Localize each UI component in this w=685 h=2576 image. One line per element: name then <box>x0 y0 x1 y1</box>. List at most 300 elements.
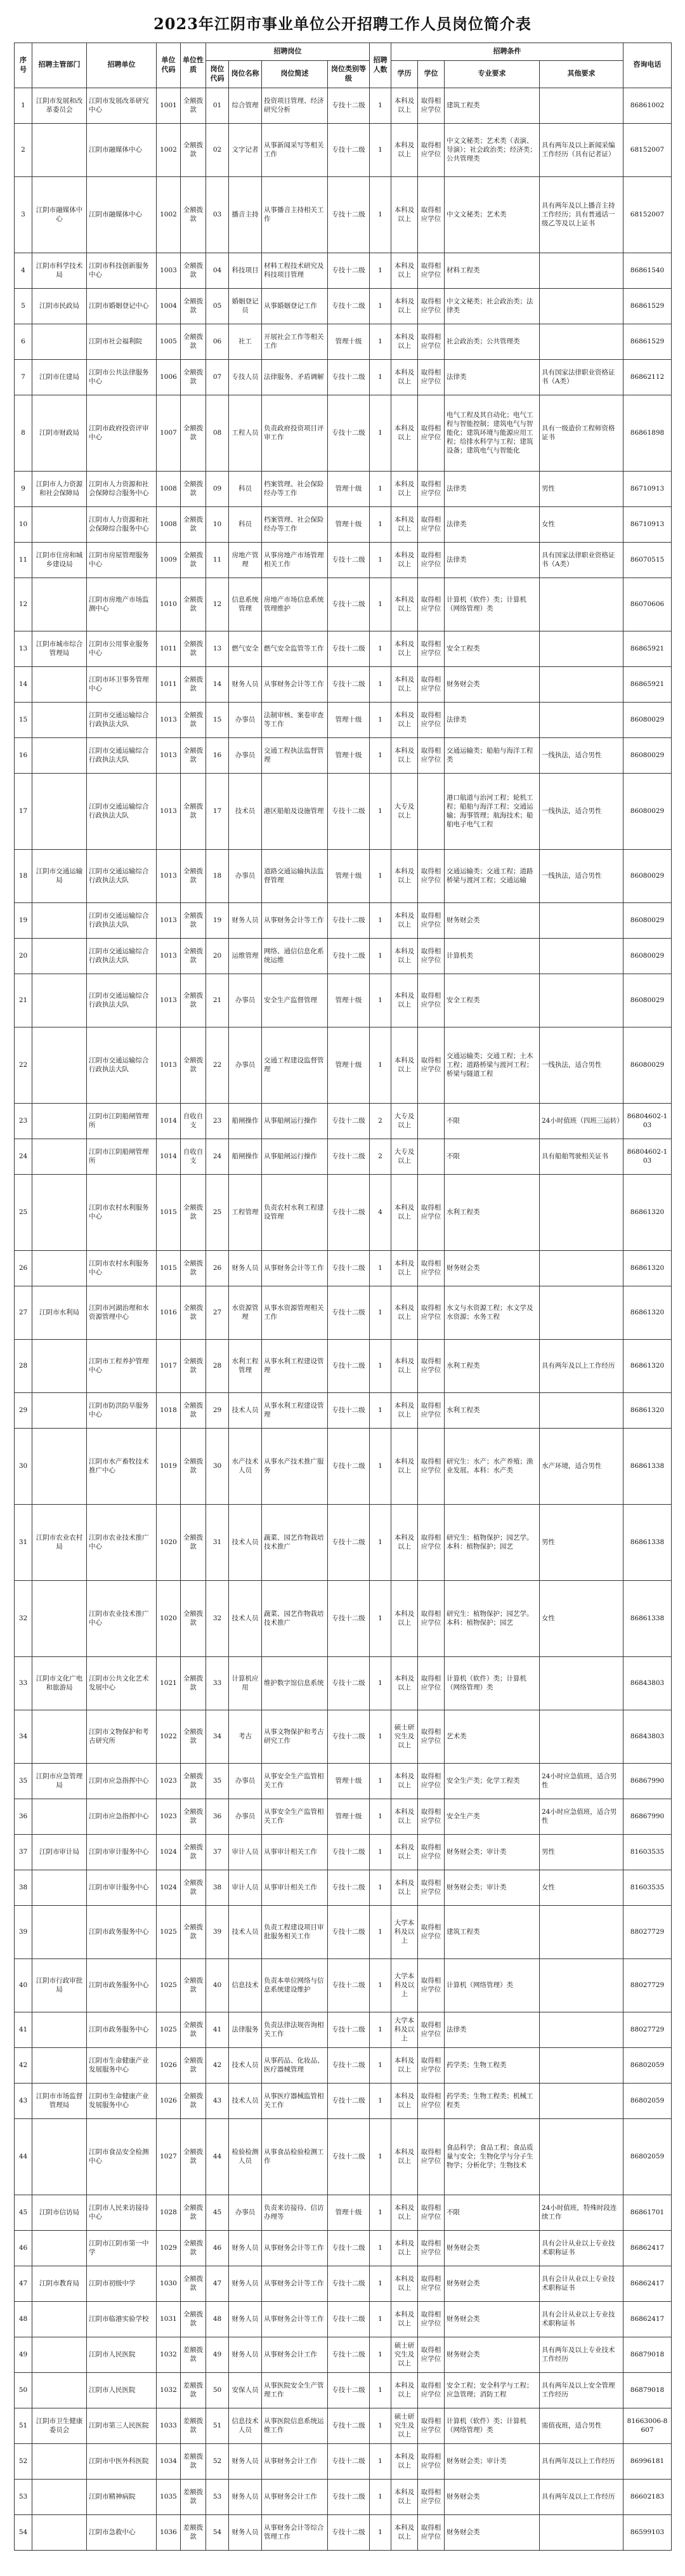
header-post-code: 岗位代码 <box>206 60 229 88</box>
cell-post-desc: 从事医疗器械监管相关工作 <box>262 2083 328 2118</box>
cell-no: 41 <box>15 2012 32 2047</box>
cell-other: 女性 <box>540 1870 623 1905</box>
cell-post-name: 工程人员 <box>229 395 262 471</box>
cell-edu: 大学本科及以上 <box>391 2012 418 2047</box>
cell-degree: 取得相应学位 <box>418 395 445 471</box>
table-row <box>15 542 672 578</box>
cell-no: 33 <box>15 1656 32 1710</box>
cell-no: 4 <box>15 253 32 288</box>
table-row <box>15 631 672 666</box>
table-row <box>15 2479 672 2514</box>
cell-no: 30 <box>15 1428 32 1504</box>
cell-post-desc: 从事播音主持相关工作 <box>262 176 328 253</box>
cell-major: 法律类 <box>445 471 540 506</box>
cell-post-name: 船闸操作 <box>229 1103 262 1139</box>
cell-count: 1 <box>370 2514 391 2550</box>
table-header <box>15 43 672 88</box>
cell-degree: 取得相应学位 <box>418 2047 445 2083</box>
cell-contact: 86862417 <box>623 2266 672 2301</box>
cell-other <box>540 2047 623 2083</box>
cell-post-type: 管理十级 <box>328 974 370 1027</box>
cell-major: 研究生：植物保护；园艺学。本科：植物保护；园艺 <box>445 1580 540 1656</box>
cell-post-name: 船闸操作 <box>229 1139 262 1174</box>
cell-no: 1 <box>15 88 32 123</box>
cell-contact: 86843803 <box>623 1710 672 1763</box>
cell-contact: 81603535 <box>623 1870 672 1905</box>
cell-dept: 江阴市财政局 <box>32 395 87 471</box>
cell-unit: 江阴市应急指挥中心 <box>87 1763 157 1799</box>
cell-degree: 取得相应学位 <box>418 176 445 253</box>
cell-count: 1 <box>370 324 391 359</box>
cell-no: 49 <box>15 2337 32 2372</box>
cell-post-type: 专技十二级 <box>328 902 370 938</box>
cell-major: 安全生产类；化学工程类 <box>445 1763 540 1799</box>
cell-major: 安全工程；安全科学与工程；应急管理；消防工程 <box>445 2372 540 2408</box>
cell-post-desc: 从事财务会计工作 <box>262 2337 328 2372</box>
cell-unit-code: 1013 <box>157 737 181 773</box>
cell-post-name: 办事员 <box>229 1763 262 1799</box>
table-row <box>15 1250 672 1286</box>
cell-other <box>540 2012 623 2047</box>
cell-post-name: 审计人员 <box>229 1870 262 1905</box>
table-row <box>15 2301 672 2337</box>
cell-post-name: 技术员 <box>229 773 262 849</box>
cell-count: 1 <box>370 2266 391 2301</box>
cell-major: 财务财会类 <box>445 2514 540 2550</box>
cell-other: 具有国家法律职业资格证书（A类） <box>540 359 623 395</box>
cell-post-name: 技术人员 <box>229 1504 262 1580</box>
cell-post-type: 专技十二级 <box>328 2372 370 2408</box>
cell-count: 1 <box>370 2118 391 2195</box>
cell-unit-type: 全额拨款 <box>181 2083 206 2118</box>
cell-post-name: 播音主持 <box>229 176 262 253</box>
cell-count: 1 <box>370 702 391 737</box>
cell-no: 5 <box>15 288 32 324</box>
cell-dept <box>32 974 87 1027</box>
cell-unit-code: 1013 <box>157 974 181 1027</box>
cell-count: 1 <box>370 2372 391 2408</box>
cell-other <box>540 1958 623 2012</box>
cell-other: 具有两年及以上工作经历 <box>540 2443 623 2479</box>
cell-unit: 江阴市防洪防旱服务中心 <box>87 1392 157 1428</box>
cell-post-type: 管理十级 <box>328 506 370 542</box>
cell-unit-type: 全额拨款 <box>181 1656 206 1710</box>
cell-post-type: 专技十二级 <box>328 88 370 123</box>
cell-contact: 86070606 <box>623 578 672 631</box>
cell-unit: 江阴市社会福利院 <box>87 324 157 359</box>
cell-unit-code: 1001 <box>157 88 181 123</box>
cell-major: 财务财会类 <box>445 2266 540 2301</box>
cell-edu: 本科及以上 <box>391 1339 418 1392</box>
table-row <box>15 2443 672 2479</box>
cell-contact: 86080029 <box>623 938 672 974</box>
cell-contact: 86861320 <box>623 1174 672 1250</box>
cell-unit-code: 1025 <box>157 1905 181 1958</box>
cell-unit-type: 全额拨款 <box>181 123 206 176</box>
cell-edu: 本科及以上 <box>391 471 418 506</box>
cell-dept: 江阴市交通运输局 <box>32 849 87 902</box>
cell-post-desc: 档案管理、社会保险经办等工作 <box>262 506 328 542</box>
cell-unit-code: 1024 <box>157 1870 181 1905</box>
cell-unit: 江阴市人民医院 <box>87 2337 157 2372</box>
cell-count: 1 <box>370 288 391 324</box>
cell-major: 食品科学；食品工程；食品质量与安全；生物化学与分子生物学；分析化学；生物技术 <box>445 2118 540 2195</box>
cell-contact: 86080029 <box>623 1027 672 1103</box>
cell-post-code: 54 <box>206 2514 229 2550</box>
cell-dept: 江阴市卫生健康委员会 <box>32 2408 87 2443</box>
cell-post-code: 50 <box>206 2372 229 2408</box>
cell-post-code: 04 <box>206 253 229 288</box>
cell-edu: 本科及以上 <box>391 123 418 176</box>
cell-contact: 86861320 <box>623 1392 672 1428</box>
cell-other <box>540 666 623 702</box>
cell-unit-code: 1028 <box>157 2195 181 2230</box>
cell-major: 财务财会类；审计类 <box>445 2443 540 2479</box>
cell-post-name: 办事员 <box>229 974 262 1027</box>
cell-dept: 江阴市融媒体中心 <box>32 176 87 253</box>
cell-unit: 江阴市交通运输综合行政执法大队 <box>87 938 157 974</box>
cell-post-type: 专技十二级 <box>328 2266 370 2301</box>
cell-other <box>540 2514 623 2550</box>
cell-other <box>540 578 623 631</box>
header-post-group: 招聘岗位 <box>206 43 370 61</box>
cell-unit-code: 1033 <box>157 2408 181 2443</box>
cell-post-type: 专技十二级 <box>328 2514 370 2550</box>
cell-unit: 江阴市融媒体中心 <box>87 176 157 253</box>
cell-post-name: 办事员 <box>229 1027 262 1103</box>
cell-unit-code: 1017 <box>157 1339 181 1392</box>
cell-post-name: 婚姻登记员 <box>229 288 262 324</box>
cell-contact: 86804602-103 <box>623 1103 672 1139</box>
cell-degree <box>418 1103 445 1139</box>
cell-major: 不限 <box>445 1139 540 1174</box>
cell-post-name: 计算机应用 <box>229 1656 262 1710</box>
cell-unit-code: 1023 <box>157 1799 181 1834</box>
cell-post-type: 专技十二级 <box>328 1870 370 1905</box>
cell-post-name: 财务人员 <box>229 2337 262 2372</box>
cell-no: 40 <box>15 1958 32 2012</box>
cell-unit-type: 全额拨款 <box>181 324 206 359</box>
cell-post-name: 技术人员 <box>229 1392 262 1428</box>
table-row <box>15 974 672 1027</box>
cell-post-desc: 开展社会工作等相关工作 <box>262 324 328 359</box>
cell-post-type: 专技十二级 <box>328 1250 370 1286</box>
cell-edu: 本科及以上 <box>391 902 418 938</box>
cell-dept <box>32 1710 87 1763</box>
cell-post-code: 37 <box>206 1834 229 1870</box>
cell-no: 17 <box>15 773 32 849</box>
cell-post-desc: 蔬菜、园艺作物栽培技术推广 <box>262 1504 328 1580</box>
cell-post-desc: 从事医院安全生产管理工作 <box>262 2372 328 2408</box>
table-row <box>15 2266 672 2301</box>
cell-post-name: 水产技术人员 <box>229 1428 262 1504</box>
cell-degree: 取得相应学位 <box>418 288 445 324</box>
cell-unit-type: 全额拨款 <box>181 2266 206 2301</box>
cell-unit-code: 1021 <box>157 1656 181 1710</box>
cell-post-type: 专技十二级 <box>328 2301 370 2337</box>
cell-edu: 本科及以上 <box>391 1763 418 1799</box>
cell-dept: 江阴市民政局 <box>32 288 87 324</box>
cell-dept: 江阴市人力资源和社会保障局 <box>32 471 87 506</box>
cell-edu: 本科及以上 <box>391 2266 418 2301</box>
cell-other <box>540 938 623 974</box>
cell-unit: 江阴市房屋管理服务中心 <box>87 542 157 578</box>
cell-major: 不限 <box>445 2195 540 2230</box>
cell-degree: 取得相应学位 <box>418 542 445 578</box>
cell-unit-type: 全额拨款 <box>181 702 206 737</box>
cell-edu: 本科及以上 <box>391 666 418 702</box>
cell-unit-type: 全额拨款 <box>181 1174 206 1250</box>
table-row <box>15 849 672 902</box>
cell-post-type: 专技十二级 <box>328 773 370 849</box>
cell-post-name: 技术人员 <box>229 2047 262 2083</box>
cell-post-name: 财务人员 <box>229 2514 262 2550</box>
cell-post-code: 32 <box>206 1580 229 1656</box>
cell-unit-code: 1018 <box>157 1392 181 1428</box>
cell-post-code: 38 <box>206 1870 229 1905</box>
cell-post-desc: 蔬菜、园艺作物栽培技术推广 <box>262 1580 328 1656</box>
cell-post-type: 专技十二级 <box>328 1339 370 1392</box>
cell-major: 财务财会类；审计类 <box>445 1834 540 1870</box>
cell-unit-type: 全额拨款 <box>181 1339 206 1392</box>
cell-unit: 江阴市政府投资评审中心 <box>87 395 157 471</box>
header-dept: 招聘主管部门 <box>32 43 87 88</box>
cell-post-desc: 从事医院信息系统运维工作 <box>262 2408 328 2443</box>
cell-major: 中文文秘类；艺术类 <box>445 176 540 253</box>
cell-degree: 取得相应学位 <box>418 702 445 737</box>
cell-post-type: 专技十二级 <box>328 1905 370 1958</box>
cell-count: 2 <box>370 1103 391 1139</box>
cell-other <box>540 1905 623 1958</box>
cell-major: 研究生：水产；水产养殖；渔业发展。本科：水产类 <box>445 1428 540 1504</box>
cell-dept <box>32 1799 87 1834</box>
cell-other <box>540 324 623 359</box>
table-row <box>15 359 672 395</box>
cell-post-type: 专技十二级 <box>328 1958 370 2012</box>
cell-post-code: 13 <box>206 631 229 666</box>
cell-major: 水文与水资源工程；水文学及水资源；水务工程 <box>445 1286 540 1339</box>
cell-post-desc: 从事财务会计等工作 <box>262 2301 328 2337</box>
cell-unit-type: 差额拨款 <box>181 2514 206 2550</box>
cell-post-code: 25 <box>206 1174 229 1250</box>
cell-other <box>540 1656 623 1710</box>
cell-post-desc: 负责农村水利工程建设管理 <box>262 1174 328 1250</box>
table-row <box>15 2195 672 2230</box>
cell-post-code: 28 <box>206 1339 229 1392</box>
cell-no: 21 <box>15 974 32 1027</box>
cell-unit-code: 1009 <box>157 542 181 578</box>
cell-dept <box>32 902 87 938</box>
cell-degree: 取得相应学位 <box>418 1580 445 1656</box>
cell-degree: 取得相应学位 <box>418 1763 445 1799</box>
cell-unit: 江阴市江阴船闸管理所 <box>87 1139 157 1174</box>
cell-degree: 取得相应学位 <box>418 974 445 1027</box>
cell-unit-type: 全额拨款 <box>181 2301 206 2337</box>
cell-unit: 江阴市初级中学 <box>87 2266 157 2301</box>
cell-edu: 硕士研究生及以上 <box>391 2337 418 2372</box>
cell-edu: 本科及以上 <box>391 1656 418 1710</box>
cell-post-type: 专技十二级 <box>328 395 370 471</box>
cell-dept: 江阴市发展和改革委员会 <box>32 88 87 123</box>
cell-post-desc: 材料工程技术研究及科技项目管理 <box>262 253 328 288</box>
cell-major: 材料工程类 <box>445 253 540 288</box>
cell-post-code: 51 <box>206 2408 229 2443</box>
cell-edu: 本科及以上 <box>391 2195 418 2230</box>
cell-other <box>540 631 623 666</box>
cell-unit: 江阴市生命健康产业发展服务中心 <box>87 2083 157 2118</box>
cell-no: 18 <box>15 849 32 902</box>
cell-post-code: 08 <box>206 395 229 471</box>
cell-post-code: 45 <box>206 2195 229 2230</box>
cell-unit: 江阴市政务服务中心 <box>87 1905 157 1958</box>
cell-no: 38 <box>15 1870 32 1905</box>
cell-contact: 86996181 <box>623 2443 672 2479</box>
table-row <box>15 1905 672 1958</box>
table-row <box>15 666 672 702</box>
cell-unit-code: 1010 <box>157 578 181 631</box>
cell-unit-type: 全额拨款 <box>181 1958 206 2012</box>
cell-unit-type: 差额拨款 <box>181 2337 206 2372</box>
cell-count: 1 <box>370 2408 391 2443</box>
cell-unit: 江阴市江阴船闸管理所 <box>87 1103 157 1139</box>
cell-major: 计算机（软件）类；计算机（网络管理）类 <box>445 1656 540 1710</box>
cell-post-code: 48 <box>206 2301 229 2337</box>
cell-post-type: 专技十二级 <box>328 2443 370 2479</box>
cell-unit: 江阴市精神病院 <box>87 2479 157 2514</box>
header-degree: 学位 <box>418 60 445 88</box>
cell-unit: 江阴市应急指挥中心 <box>87 1799 157 1834</box>
cell-unit-type: 全额拨款 <box>181 2047 206 2083</box>
cell-unit-type: 全额拨款 <box>181 88 206 123</box>
cell-post-name: 技术人员 <box>229 1905 262 1958</box>
table-row <box>15 324 672 359</box>
cell-unit-type: 自收自支 <box>181 1139 206 1174</box>
cell-unit-type: 全额拨款 <box>181 666 206 702</box>
table-row <box>15 2012 672 2047</box>
cell-unit-code: 1008 <box>157 471 181 506</box>
cell-major: 交通运输类；船舶与海洋工程类 <box>445 737 540 773</box>
cell-count: 1 <box>370 1799 391 1834</box>
cell-post-type: 专技十二级 <box>328 1656 370 1710</box>
cell-edu: 本科及以上 <box>391 1392 418 1428</box>
cell-other: 具有会计从业以上专业技术职称证书 <box>540 2266 623 2301</box>
cell-post-name: 科员 <box>229 471 262 506</box>
cell-no: 32 <box>15 1580 32 1656</box>
table-body <box>15 88 672 2550</box>
cell-unit-code: 1025 <box>157 1958 181 2012</box>
cell-contact: 86867990 <box>623 1763 672 1799</box>
cell-unit: 江阴市公共文化艺术发展中心 <box>87 1656 157 1710</box>
header-post-type: 岗位类别等级 <box>328 60 370 88</box>
cell-edu: 本科及以上 <box>391 702 418 737</box>
cell-contact: 68152007 <box>623 123 672 176</box>
cell-degree: 取得相应学位 <box>418 2479 445 2514</box>
cell-degree: 取得相应学位 <box>418 2514 445 2550</box>
cell-unit-code: 1035 <box>157 2479 181 2514</box>
cell-major: 计算机（软件）类；计算机（网络管理）类 <box>445 578 540 631</box>
cell-post-name: 考古 <box>229 1710 262 1763</box>
cell-no: 43 <box>15 2083 32 2118</box>
cell-post-type: 管理十级 <box>328 324 370 359</box>
cell-contact: 86861898 <box>623 395 672 471</box>
cell-dept: 江阴市行政审批局 <box>32 1958 87 2012</box>
cell-post-desc: 从事药品、化妆品、医疗器械管理 <box>262 2047 328 2083</box>
cell-unit-code: 1029 <box>157 2230 181 2266</box>
cell-unit: 江阴市婚姻登记中心 <box>87 288 157 324</box>
cell-dept <box>32 2372 87 2408</box>
cell-post-code: 15 <box>206 702 229 737</box>
cell-contact: 86861540 <box>623 253 672 288</box>
cell-post-name: 办事员 <box>229 702 262 737</box>
cell-dept <box>32 1392 87 1428</box>
cell-post-desc: 法律服务、矛盾调解 <box>262 359 328 395</box>
cell-other <box>540 1710 623 1763</box>
cell-unit-code: 1019 <box>157 1428 181 1504</box>
cell-post-code: 46 <box>206 2230 229 2266</box>
cell-post-code: 53 <box>206 2479 229 2514</box>
cell-unit-type: 全额拨款 <box>181 542 206 578</box>
cell-unit-code: 1023 <box>157 1763 181 1799</box>
cell-post-code: 43 <box>206 2083 229 2118</box>
cell-post-name: 科员 <box>229 506 262 542</box>
cell-dept <box>32 1174 87 1250</box>
cell-other: 需值夜班，适合男性 <box>540 2408 623 2443</box>
cell-unit-code: 1027 <box>157 2118 181 2195</box>
cell-unit: 江阴市水产畜牧技术推广中心 <box>87 1428 157 1504</box>
cell-no: 10 <box>15 506 32 542</box>
table-row <box>15 1139 672 1174</box>
cell-count: 1 <box>370 123 391 176</box>
cell-degree: 取得相应学位 <box>418 631 445 666</box>
cell-post-desc: 从事财务会计等工作 <box>262 666 328 702</box>
cell-post-name: 信息技术 <box>229 1958 262 2012</box>
cell-count: 1 <box>370 253 391 288</box>
header-contact: 咨询电话 <box>623 43 672 88</box>
cell-post-type: 专技十二级 <box>328 2118 370 2195</box>
cell-no: 25 <box>15 1174 32 1250</box>
cell-post-code: 34 <box>206 1710 229 1763</box>
cell-dept: 江阴市文化广电和旅游局 <box>32 1656 87 1710</box>
cell-degree: 取得相应学位 <box>418 1656 445 1710</box>
cell-contact: 86879018 <box>623 2337 672 2372</box>
cell-major: 财务财会类 <box>445 666 540 702</box>
cell-unit-type: 全额拨款 <box>181 902 206 938</box>
cell-dept <box>32 578 87 631</box>
cell-post-desc: 从事水利工程建设管理 <box>262 1392 328 1428</box>
cell-unit: 江阴市交通运输综合行政执法大队 <box>87 902 157 938</box>
cell-contact: 86080029 <box>623 702 672 737</box>
cell-no: 15 <box>15 702 32 737</box>
cell-post-type: 专技十二级 <box>328 2012 370 2047</box>
cell-post-desc: 从事财务会计等工作 <box>262 2266 328 2301</box>
cell-edu: 大专及以上 <box>391 773 418 849</box>
cell-contact: 86080029 <box>623 737 672 773</box>
cell-unit: 江阴市工程养护管理中心 <box>87 1339 157 1392</box>
cell-contact: 86080029 <box>623 902 672 938</box>
cell-dept: 江阴市教育局 <box>32 2266 87 2301</box>
cell-other: 24小时值班，特殊时段连续工作 <box>540 2195 623 2230</box>
cell-unit-code: 1034 <box>157 2443 181 2479</box>
cell-post-type: 专技十二级 <box>328 666 370 702</box>
cell-post-desc: 从事财务会计等综合管理工作 <box>262 2514 328 2550</box>
cell-major: 财务财会类 <box>445 2337 540 2372</box>
cell-degree: 取得相应学位 <box>418 253 445 288</box>
cell-degree: 取得相应学位 <box>418 902 445 938</box>
cell-degree: 取得相应学位 <box>418 666 445 702</box>
cell-count: 1 <box>370 1870 391 1905</box>
cell-unit: 江阴市政务服务中心 <box>87 1958 157 2012</box>
cell-unit: 江阴市江阴市第一中学 <box>87 2230 157 2266</box>
